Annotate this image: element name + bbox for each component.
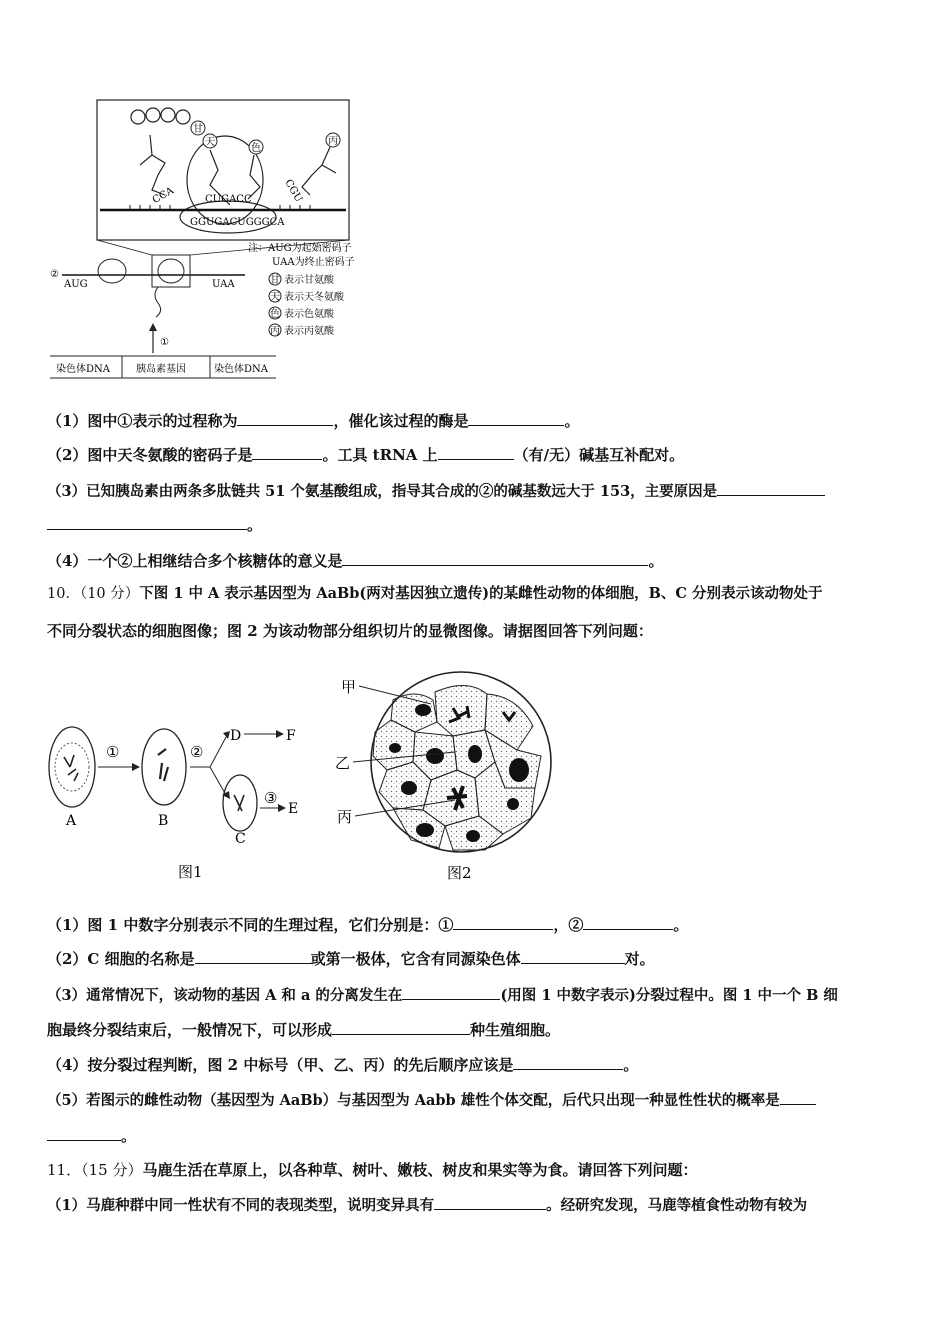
answer-blank[interactable] [513,1053,623,1070]
q9-part4: （4）一个②上相继结合多个核糖体的意义是 。 [47,549,663,572]
label-bing: 丙 [337,808,353,826]
svg-text:天: 天 [270,292,280,303]
answer-blank[interactable] [717,479,825,496]
answer-blank[interactable] [521,947,625,964]
q11-stem: 11．（15 分）马鹿生活在草原上，以各种草、树叶、嫩枝、树皮和果实等为食。请回答下列问题： [47,1161,698,1179]
cell-b-icon [142,729,186,805]
stop-codon-label: UAA [212,279,235,290]
q10-part1: （1）图 1 中数字分别表示不同的生理过程，它们分别是：① ，② 。 [47,913,688,936]
figure-1-caption: 图1 [178,863,203,881]
answer-blank[interactable] [583,913,673,930]
cell-f-label: F [286,728,296,744]
anticodon-cca: CCA [150,185,176,207]
answer-blank[interactable] [195,947,311,964]
note-stop-codon: UAA为终止密码子 [272,257,355,268]
q9-part2: （2）图中天冬氨酸的密码子是 。工具 tRNA 上 （有/无）碱基互补配对。 [47,443,684,466]
anticodon-cgu: CGU [282,177,304,205]
question-number: 11． [47,1161,82,1179]
question-number: 10． [47,586,80,602]
svg-text:甘: 甘 [270,275,280,286]
figure-2-caption: 图2 [447,864,472,882]
svg-text:丙: 丙 [270,326,280,337]
q10-stem-line2: 不同分裂状态的细胞图像；图 2 为该动物部分组织切片的显微图像。请据图回答下列问题： [47,622,653,640]
svg-text:表示色氨酸: 表示色氨酸 [284,309,334,320]
answer-blank[interactable] [402,983,500,1000]
note-start-codon: 注：AUG为起始密码子 [248,243,352,254]
q10-part3: （3）通常情况下，该动物的基因 A 和 a 的分离发生在 (用图 1 中数字表示)分裂过程中。图 1 中一个 B 细 [47,983,838,1007]
cell-e-label: E [288,801,299,817]
question-score: （10 分） [79,586,140,602]
mrna-sequence: GGUGACUGGGCA [190,217,285,228]
cell-a-icon [49,727,95,807]
q9-part1: （1）图中①表示的过程称为 ，催化该过程的酶是 。 [47,409,579,432]
answer-blank[interactable] [237,409,333,426]
answer-blank[interactable] [780,1088,816,1105]
label-jia: 甲 [341,678,357,696]
answer-blank[interactable] [47,513,247,530]
polypeptide-chain-icon [131,108,190,124]
q10-stem-line1: 10．（10 分）下图 1 中 A 表示基因型为 AaBb(两对基因独立遗传)的某雌性动物的体细胞，B、C 分别表示该动物处于 [47,585,823,602]
cell-a-label: A [66,813,77,829]
answer-blank[interactable] [332,1018,470,1035]
dna-segment-gene: 胰岛素基因 [136,364,186,375]
question-score: （15 分） [81,1161,143,1179]
cell-c-icon [223,775,257,831]
label-two: ② [50,269,59,280]
start-codon-label: AUG [64,279,88,290]
answer-blank[interactable] [453,913,553,930]
svg-text:色: 色 [270,309,280,320]
q9-part3-cont: 。 [47,513,262,536]
q11-part1: （1）马鹿种群中同一性状有不同的表现类型，说明变异具有 。经研究发现，马鹿等植食性动物有较为 [47,1193,807,1217]
aa-label-asp: 天 [205,137,215,148]
step-one-label: ① [106,743,120,761]
dna-segment-right: 染色体DNA [214,364,268,375]
legend [269,273,345,337]
cell-d-label: D [230,728,242,744]
label-one: ① [160,337,169,348]
ribosome-right-icon [158,259,184,283]
q10-part5-cont: 。 [47,1124,136,1147]
aa-label-trp: 色 [251,143,261,154]
answer-blank[interactable] [434,1193,546,1210]
svg-text:表示甘氨酸: 表示甘氨酸 [284,275,334,286]
svg-text:表示天冬氨酸: 表示天冬氨酸 [284,292,344,303]
aa-label-ala: 丙 [328,136,338,147]
anticodon-cugacc: CUGACC [205,194,252,205]
cell-b-label: B [158,813,169,829]
dna-segment-left: 染色体DNA [56,364,110,375]
answer-blank[interactable] [342,549,648,566]
label-yi: 乙 [335,754,351,772]
step-two-label: ② [190,743,204,761]
answer-blank[interactable] [468,409,564,426]
aa-label-gly: 甘 [193,124,203,135]
cell-c-label: C [235,831,246,847]
svg-text:表示丙氨酸: 表示丙氨酸 [284,326,334,337]
q10-part3-cont: 胞最终分裂结束后，一般情况下，可以形成 种生殖细胞。 [47,1018,560,1041]
ribosome-left-icon [98,259,126,283]
q10-part2: （2）C 细胞的名称是 或第一极体，它含有同源染色体 对。 [47,947,655,970]
step-three-label: ③ [264,789,278,807]
answer-blank[interactable] [47,1124,121,1141]
q10-part4: （4）按分裂过程判断，图 2 中标号（甲、乙、丙）的先后顺序应该是 。 [47,1053,638,1076]
answer-blank[interactable] [252,443,322,460]
cell-division-figure [40,715,320,885]
translation-figure [40,95,380,385]
q10-part5: （5）若图示的雌性动物（基因型为 AaBb）与基因型为 Aabb 雄性个体交配，后代只出现一种显性性状的概率是 [47,1088,816,1112]
microscope-figure [335,670,565,885]
answer-blank[interactable] [438,443,514,460]
q9-part3: （3）已知胰岛素由两条多肽链共 51 个氨基酸组成，指导其合成的②的碱基数远大于 153，主要原因是 [47,479,825,503]
